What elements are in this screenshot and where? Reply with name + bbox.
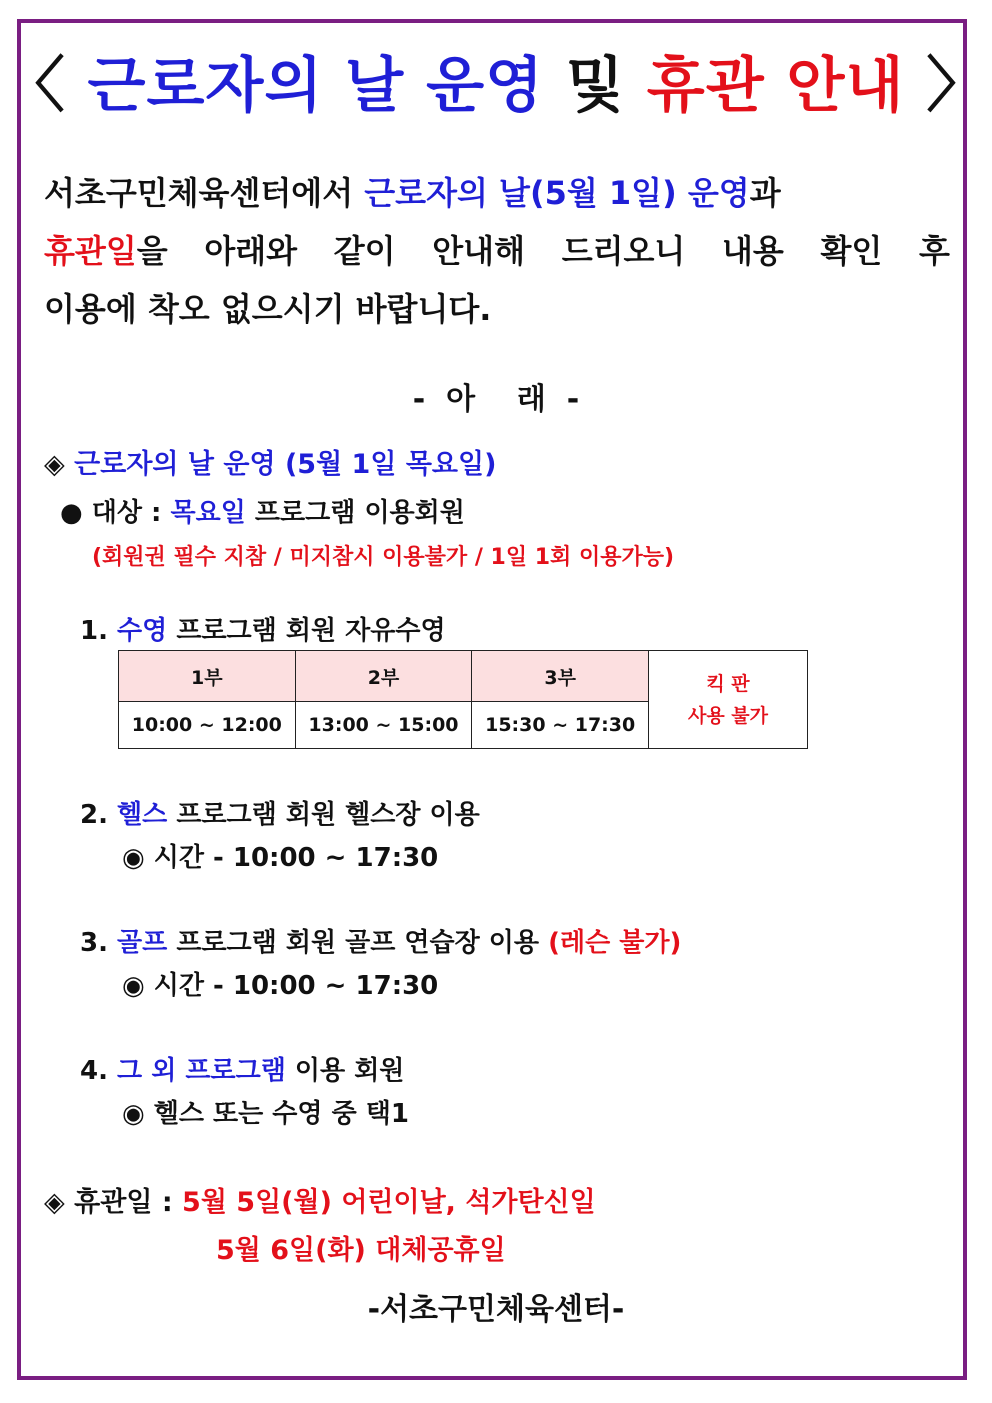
item-number: 3. — [80, 928, 108, 958]
schedule-header: 3부 — [472, 651, 649, 702]
intro-line-3: 이용에 착오 없으시기 바랍니다. — [44, 290, 492, 328]
membership-note: (회원권 필수 지참 / 미지참시 이용불가 / 1일 1회 이용가능) — [92, 545, 675, 570]
intro-particle: 과 — [749, 174, 781, 212]
target-day: 목요일 — [170, 498, 246, 528]
target-label: 대상 : — [91, 498, 162, 528]
intro-word: 아래와 — [204, 232, 298, 270]
item-name: 수영 — [117, 616, 168, 646]
intro-word: 드리오니 — [561, 232, 686, 270]
target-line — [60, 492, 465, 529]
title-labor-day: 근로자의 날 운영 — [87, 51, 544, 121]
intro-word-closure — [44, 226, 168, 272]
schedule-header: 1부 — [119, 651, 296, 702]
item-swimming — [80, 610, 446, 647]
schedule-time: 15:30 ~ 17:30 — [472, 702, 649, 749]
section-labor-day-title: 근로자의 날 운영 (5월 1일 목요일) — [74, 449, 497, 480]
intro-labor-day: 근로자의 날(5월 1일) 운영 — [364, 174, 750, 212]
item-rest: 프로그램 회원 헬스장 이용 — [176, 800, 480, 830]
closure-date-2: 5월 6일(화) 대체공휴일 — [216, 1235, 506, 1266]
item-fitness — [80, 794, 480, 831]
item-number: 4. — [80, 1056, 108, 1086]
item-other-detail: ◉ 헬스 또는 수영 중 택1 — [122, 1099, 409, 1129]
item-golf — [80, 922, 681, 959]
title-close-bracket: 〉 — [926, 51, 988, 121]
title-closure: 휴관 안내 — [646, 51, 905, 121]
item-rest: 프로그램 회원 골프 연습장 이용 — [176, 928, 540, 958]
title-open-bracket: 〈 — [4, 51, 66, 121]
bullet-icon: ● — [60, 498, 83, 528]
item-rest: 이용 회원 — [294, 1056, 405, 1086]
intro-word: 확인 — [820, 232, 883, 270]
item-number: 1. — [80, 616, 108, 646]
schedule-time: 13:00 ~ 15:00 — [295, 702, 472, 749]
intro-word: 내용 — [722, 232, 784, 270]
page-title — [0, 38, 992, 124]
item-name: 골프 — [117, 928, 168, 958]
closure-label: 휴관일 : — [74, 1187, 173, 1218]
schedule-time: 10:00 ~ 12:00 — [119, 702, 296, 749]
schedule-header: 2부 — [295, 651, 472, 702]
item-other — [80, 1050, 404, 1087]
item-golf-time: ◉ 시간 - 10:00 ~ 17:30 — [122, 971, 439, 1001]
swim-schedule-table — [118, 650, 808, 749]
item-number: 2. — [80, 800, 108, 830]
intro-word: 안내해 — [432, 232, 526, 270]
notice-mark: - 아 래 - — [412, 382, 580, 417]
section-labor-day-heading — [44, 442, 496, 481]
footer-org-name: -서초구민체육센터- — [367, 1292, 625, 1327]
item-name: 헬스 — [117, 800, 168, 830]
item-rest: 프로그램 회원 자유수영 — [176, 616, 446, 646]
intro-line-2 — [44, 226, 950, 272]
title-and: 및 — [565, 51, 625, 121]
item-fitness-time: ◉ 시간 - 10:00 ~ 17:30 — [122, 843, 439, 873]
intro-closure-day: 휴관일 — [44, 232, 137, 270]
kickboard-notice — [649, 651, 808, 749]
item-extra: (레슨 불가) — [548, 928, 682, 958]
section-closure — [44, 1180, 596, 1219]
closure-date-1: 5월 5일(월) 어린이날, 석가탄신일 — [182, 1187, 596, 1218]
target-rest: 프로그램 이용회원 — [254, 498, 465, 528]
intro-center-name: 서초구민체육센터에서 — [44, 174, 354, 212]
item-name: 그 외 프로그램 — [117, 1056, 286, 1086]
intro-closure-suffix: 을 — [136, 232, 168, 270]
kickboard-line-1: 킥 판 — [706, 672, 750, 695]
intro-word: 후 — [919, 232, 950, 270]
diamond-icon: ◈ — [44, 449, 65, 480]
intro-word: 같이 — [333, 232, 396, 270]
diamond-icon: ◈ — [44, 1187, 65, 1218]
kickboard-line-2: 사용 불가 — [687, 704, 769, 727]
intro-line-1 — [44, 168, 950, 214]
